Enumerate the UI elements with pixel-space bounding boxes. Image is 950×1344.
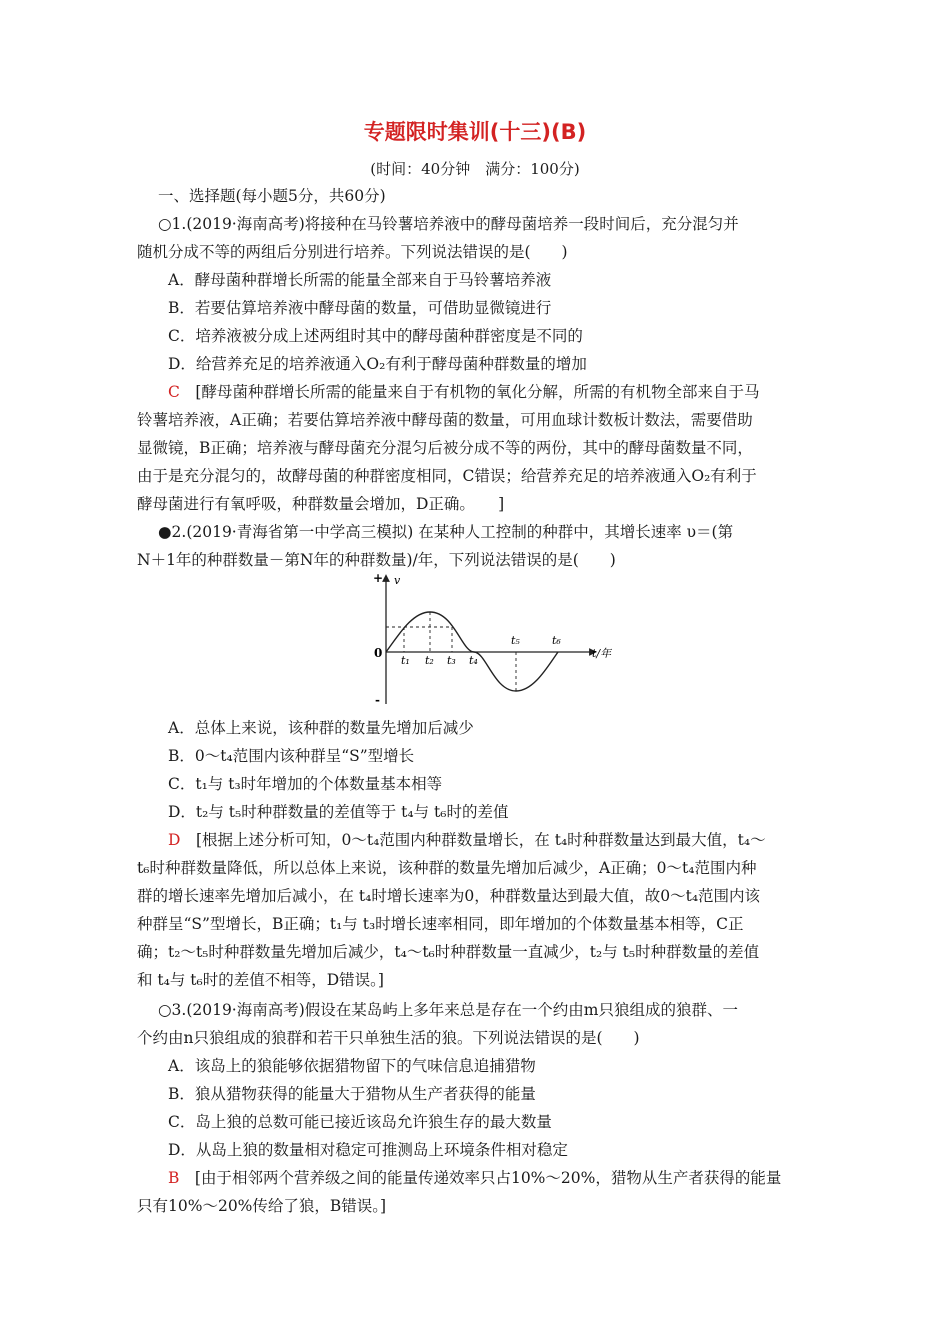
tick-t6: t₆: [552, 634, 561, 647]
q1-explanation-text1: [酵母菌种群增长所需的能量来自于有机物的氧化分解，所需的有机物全部来自于马: [195, 383, 760, 401]
y-axis-label: v: [394, 574, 401, 587]
q3-stem-line2: 个约由n只狼组成的狼群和若干只单独生活的狼。下列说法错误的是( ): [137, 1029, 640, 1047]
q2-option-c: C．t₁与 t₃时年增加的个体数量基本相等: [168, 775, 443, 793]
q2-explanation-line6: 和 t₄与 t₆时的差值不相等，D错误。]: [137, 971, 384, 989]
q2-explanation-text1: [根据上述分析可知，0～t₄范围内种群数量增长，在 t₄时种群数量达到最大值，t₄～: [195, 831, 766, 849]
q3-answer: B: [168, 1169, 180, 1187]
q2-answer: D: [168, 831, 181, 849]
origin-label: 0: [374, 646, 383, 660]
q3-explanation-line1: [168, 1168, 848, 1188]
x-axis-label: t/年: [592, 647, 612, 660]
q1-option-a: A．酵母菌种群增长所需的能量全部来自于马铃薯培养液: [168, 271, 552, 289]
page-title: 专题限时集训(十三)(B): [363, 120, 587, 144]
q1-answer: C: [168, 383, 180, 401]
q3-explanation-line2: 只有10%～20%传给了狼，B错误。]: [137, 1197, 387, 1215]
q1-explanation-line4: 由于是充分混匀的，故酵母菌的种群密度相同，C错误；给营养充足的培养液通入O₂有利于: [137, 467, 757, 485]
q2-explanation-line1: [168, 830, 848, 850]
page-subtitle: (时间：40分钟 满分：100分): [370, 160, 580, 178]
q1-option-c: C．培养液被分成上述两组时其中的酵母菌种群密度是不同的: [168, 327, 583, 345]
section-heading: 一、选择题(每小题5分，共60分): [158, 187, 386, 205]
q3-option-b: B．狼从猎物获得的能量大于猎物从生产者获得的能量: [168, 1085, 536, 1103]
q1-explanation-line5: 酵母菌进行有氧呼吸，种群数量会增加，D正确。 ]: [137, 495, 505, 513]
q2-explanation-line5: 确；t₂～t₅时种群数量先增加后减少，t₄～t₆时种群数量一直减少，t₂与 t₅时种群数量的差值: [137, 943, 760, 961]
q2-option-a: A．总体上来说，该种群的数量先增加后减少: [168, 719, 474, 737]
q1-explanation-line2: 铃薯培养液，A正确；若要估算培养液中酵母菌的数量，可用血球计数板计数法，需要借助: [137, 411, 753, 429]
tick-t4: t₄: [469, 654, 478, 667]
q2-stem-line1: ●2.(2019·青海省第一中学高三模拟) 在某种人工控制的种群中，其增长速率 υ＝(第: [158, 523, 734, 541]
q3-option-a: A．该岛上的狼能够依据猎物留下的气味信息追捕猎物: [168, 1057, 536, 1075]
q2-stem-line2: N＋1年的种群数量－第N年的种群数量)/年，下列说法错误的是( ): [137, 551, 616, 569]
q2-explanation-line4: 种群呈“S”型增长，B正确；t₁与 t₃时增长速率相同，即年增加的个体数量基本相等，C正: [137, 915, 744, 933]
q1-option-d: D．给营养充足的培养液通入O₂有利于酵母菌种群数量的增加: [168, 355, 587, 373]
q2-explanation-line2: t₆时种群数量降低，所以总体上来说，该种群的数量先增加后减少，A正确；0～t₄范围内种: [137, 859, 757, 877]
tick-t2: t₂: [425, 654, 434, 667]
q3-stem-line1: ○3.(2019·海南高考)假设在某岛屿上多年来总是存在一个约由m只狼组成的狼群、一: [158, 1001, 738, 1019]
growth-rate-svg: [358, 570, 648, 710]
q2-option-b: B．0～t₄范围内该种群呈“S”型增长: [168, 747, 415, 765]
q1-stem-line2: 随机分成不等的两组后分别进行培养。下列说法错误的是( ): [137, 243, 568, 261]
minus-sign: -: [375, 693, 380, 707]
tick-t3: t₃: [447, 654, 456, 667]
q3-option-c: C．岛上狼的总数可能已接近该岛允许狼生存的最大数量: [168, 1113, 552, 1131]
q2-option-d: D．t₂与 t₅时种群数量的差值等于 t₄与 t₆时的差值: [168, 803, 509, 821]
q1-stem-line1: ○1.(2019·海南高考)将接种在马铃薯培养液中的酵母菌培养一段时间后，充分混匀并: [158, 215, 739, 233]
q3-explanation-text1: [由于相邻两个营养级之间的能量传递效率只占10%～20%，猎物从生产者获得的能量: [194, 1169, 782, 1187]
q3-option-d: D．从岛上狼的数量相对稳定可推测岛上环境条件相对稳定: [168, 1141, 568, 1159]
q2-explanation-line3: 群的增长速率先增加后减小，在 t₄时增长速率为0，种群数量达到最大值，故0～t₄范围内该: [137, 887, 761, 905]
tick-t1: t₁: [401, 654, 410, 667]
plus-sign: +: [373, 571, 384, 585]
growth-rate-figure: [358, 570, 648, 710]
q1-option-b: B．若要估算培养液中酵母菌的数量，可借助显微镜进行: [168, 299, 552, 317]
tick-t5: t₅: [511, 634, 520, 647]
q1-explanation-line3: 显微镜，B正确；培养液与酵母菌充分混匀后被分成不等的两份，其中的酵母菌数量不同，: [137, 439, 753, 457]
q1-explanation-line1: [168, 382, 848, 402]
